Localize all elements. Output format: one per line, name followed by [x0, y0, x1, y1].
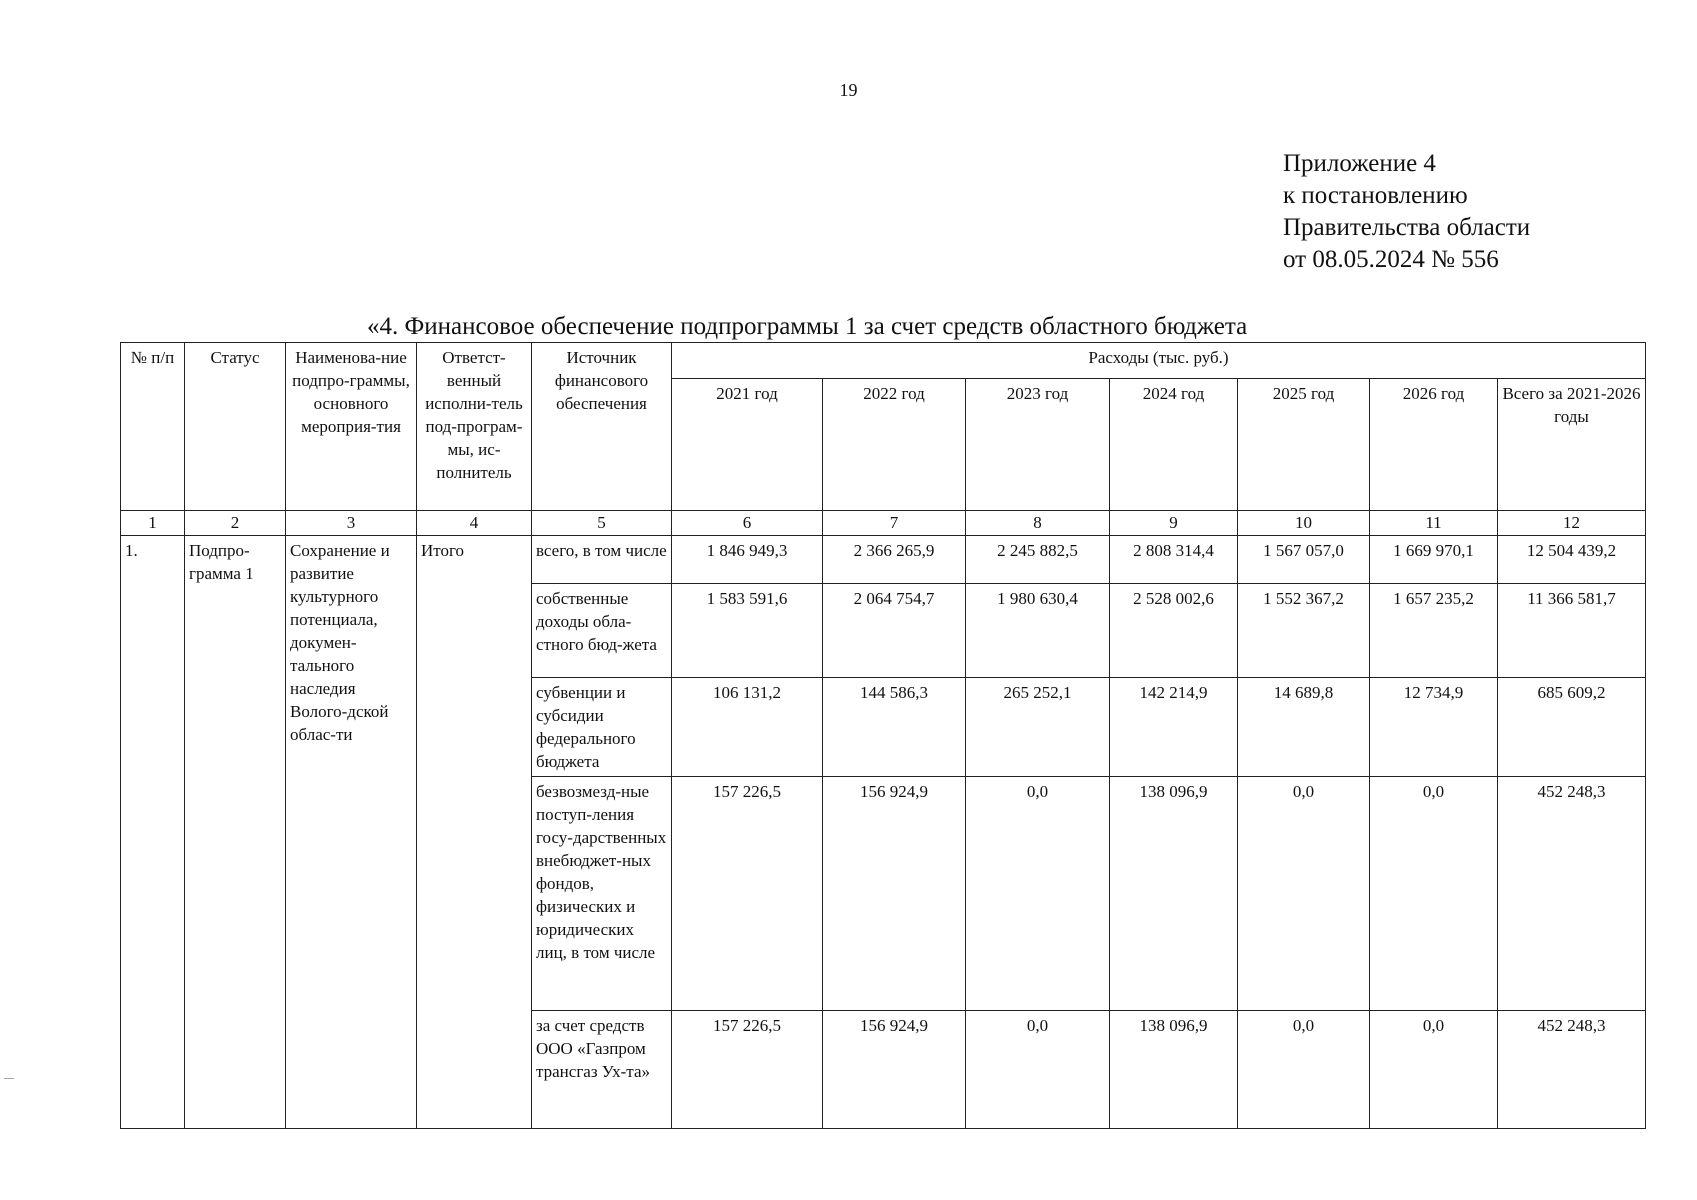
finance-table — [120, 342, 1646, 1129]
value-cell: 1 583 591,6 — [672, 584, 823, 678]
value-cell: 452 248,3 — [1498, 777, 1646, 1011]
value-cell: 12 504 439,2 — [1498, 536, 1646, 584]
value-cell: 2 366 265,9 — [823, 536, 966, 584]
value-cell: 0,0 — [1238, 777, 1370, 1011]
column-number: 1 — [121, 511, 185, 536]
column-number: 3 — [286, 511, 417, 536]
column-number: 9 — [1110, 511, 1238, 536]
appendix-line-1: Приложение 4 — [1283, 150, 1436, 177]
header-year-2024: 2024 год — [1110, 379, 1238, 511]
appendix-line-2: к постановлению — [1283, 182, 1468, 209]
value-cell: 0,0 — [966, 777, 1110, 1011]
value-cell: 265 252,1 — [966, 678, 1110, 777]
row-subprogram-name: Сохранение и развитие культурного потенциала, докумен-тального наследия Волого-дской облас-ти — [286, 536, 417, 1129]
row-num: 1. — [121, 536, 185, 1129]
appendix-line-3: Правительства области — [1283, 214, 1531, 241]
column-number: 12 — [1498, 511, 1646, 536]
value-cell: 138 096,9 — [1110, 1011, 1238, 1129]
value-cell: 138 096,9 — [1110, 777, 1238, 1011]
value-cell: 0,0 — [1370, 777, 1498, 1011]
value-cell: 2 245 882,5 — [966, 536, 1110, 584]
value-cell: 452 248,3 — [1498, 1011, 1646, 1129]
row-source: субвенции и субсидии федерального бюджета — [532, 678, 672, 777]
row-source: за счет средств ООО «Газпром трансгаз Ух-та» — [532, 1011, 672, 1129]
header-year-2022: 2022 год — [823, 379, 966, 511]
row-source: собственные доходы обла-стного бюд-жета — [532, 584, 672, 678]
header-source: Источник финансового обеспечения — [532, 343, 672, 511]
value-cell: 1 567 057,0 — [1238, 536, 1370, 584]
header-name: Наименова-ние подпро-граммы, основного мероприя-тия — [286, 343, 417, 511]
column-number: 8 — [966, 511, 1110, 536]
value-cell: 106 131,2 — [672, 678, 823, 777]
value-cell: 157 226,5 — [672, 777, 823, 1011]
value-cell: 2 528 002,6 — [1110, 584, 1238, 678]
row-status: Подпро-грамма 1 — [185, 536, 286, 1129]
scan-marks: — — [4, 1073, 14, 1084]
value-cell: 1 552 367,2 — [1238, 584, 1370, 678]
value-cell: 0,0 — [966, 1011, 1110, 1129]
value-cell: 157 226,5 — [672, 1011, 823, 1129]
header-total: Всего за 2021-2026 годы — [1498, 379, 1646, 511]
table-title: «4. Финансовое обеспечение подпрограммы 1 за счет средств областного бюджета — [367, 313, 1248, 340]
header-expenses: Расходы (тыс. руб.) — [672, 343, 1646, 379]
value-cell: 0,0 — [1370, 1011, 1498, 1129]
header-num: № п/п — [121, 343, 185, 511]
value-cell: 156 924,9 — [823, 1011, 966, 1129]
value-cell: 142 214,9 — [1110, 678, 1238, 777]
value-cell: 156 924,9 — [823, 777, 966, 1011]
value-cell: 11 366 581,7 — [1498, 584, 1646, 678]
header-year-2026: 2026 год — [1370, 379, 1498, 511]
column-number: 2 — [185, 511, 286, 536]
value-cell: 685 609,2 — [1498, 678, 1646, 777]
column-number: 11 — [1370, 511, 1498, 536]
column-number: 10 — [1238, 511, 1370, 536]
value-cell: 1 657 235,2 — [1370, 584, 1498, 678]
value-cell: 14 689,8 — [1238, 678, 1370, 777]
value-cell: 1 669 970,1 — [1370, 536, 1498, 584]
row-executor: Итого — [417, 536, 532, 1129]
header-year-2021: 2021 год — [672, 379, 823, 511]
column-number: 7 — [823, 511, 966, 536]
appendix-block — [1283, 148, 1530, 276]
row-source: всего, в том числе — [532, 536, 672, 584]
column-number: 5 — [532, 511, 672, 536]
value-cell: 2 808 314,4 — [1110, 536, 1238, 584]
header-status: Статус — [185, 343, 286, 511]
column-number: 6 — [672, 511, 823, 536]
value-cell: 12 734,9 — [1370, 678, 1498, 777]
value-cell: 0,0 — [1238, 1011, 1370, 1129]
header-executor: Ответст-венный исполни-тель под-програм-мы, ис-полнитель — [417, 343, 532, 511]
header-year-2025: 2025 год — [1238, 379, 1370, 511]
value-cell: 1 980 630,4 — [966, 584, 1110, 678]
column-number: 4 — [417, 511, 532, 536]
column-numbers-row — [121, 511, 1646, 536]
table-row — [121, 536, 1646, 584]
appendix-line-4: от 08.05.2024 № 556 — [1283, 246, 1499, 273]
value-cell: 144 586,3 — [823, 678, 966, 777]
value-cell: 1 846 949,3 — [672, 536, 823, 584]
page-number: 19 — [839, 80, 858, 100]
value-cell: 2 064 754,7 — [823, 584, 966, 678]
row-source: безвозмезд-ные поступ-ления госу-дарственных внебюджет-ных фондов, физических и юридических лиц, в том числе — [532, 777, 672, 1011]
header-year-2023: 2023 год — [966, 379, 1110, 511]
